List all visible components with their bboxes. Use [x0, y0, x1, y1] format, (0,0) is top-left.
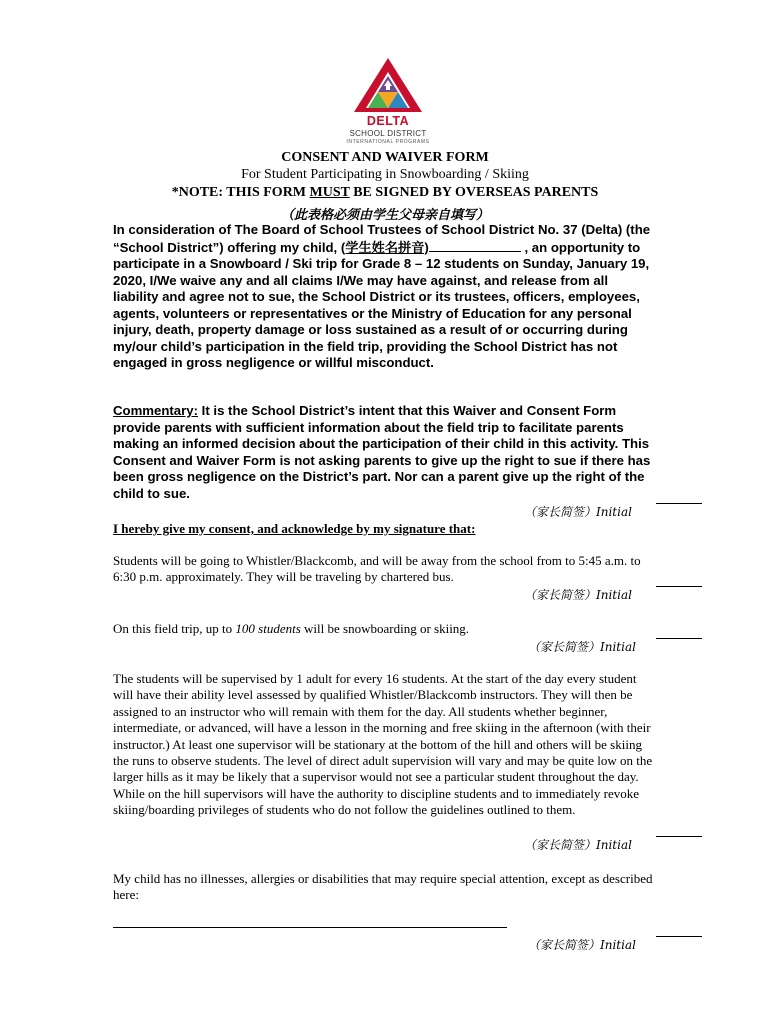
child-name-hint: (学生姓名拼音): [340, 239, 429, 255]
initial-label-2: （家长简签）Initial: [524, 588, 632, 602]
form-title: CONSENT AND WAIVER FORM: [281, 150, 489, 165]
waiver-paragraph: [113, 222, 653, 372]
travel-c: . They will be traveling by chartered bus.: [239, 569, 454, 585]
travel-a: Students will be going to Whistler/Blackcomb: [113, 553, 354, 568]
student-count-paragraph: [113, 621, 658, 637]
note-prefix: *NOTE: THIS FORM: [171, 185, 310, 200]
delta-school-district-logo: [344, 56, 432, 148]
form-subtitle: For Student Participating in Snowboarding / Skiing: [241, 167, 529, 182]
waiver-part1: In consideration of The Board of School Trustees of School District No. 37 (Delta) (the “School District”) offering my child,: [113, 222, 651, 255]
initial-line-5[interactable]: [656, 936, 702, 937]
supervision-paragraph: The students will be supervised by 1 adult for every 16 students. At the start of the day every student will have their ability level assessed by qualified Whistler/Blackcomb instructors. They will then be assigned to an instructor who will remain with them for the day. All students whether beginner, intermediate, or advanced, will have a lesson in the morning and free skiing in the afternoon (with their instructor.) At least one supervisor will be stationary at the bottom of the hill and others will be skiing the runs to observe students. The level of direct adult supervision will vary and may be quite low on the larger hills as it may be likely that a supervisor would not see a particular student throughout the day. While on the hill supervisors will have the authority to discipline students and to immediately revoke skiing/boarding privileges of students who do not follow the guidelines outlined to them.: [113, 671, 653, 818]
overseas-note: [80, 185, 690, 201]
logo-programs: INTERNATIONAL PROGRAMS: [346, 139, 430, 145]
count-c: will be snowboarding or skiing.: [300, 621, 470, 636]
child-name-field[interactable]: [341, 240, 521, 255]
note-must: MUST: [309, 185, 350, 200]
commentary-paragraph: [113, 403, 653, 502]
logo-subtitle: SCHOOL DISTRICT: [349, 129, 427, 138]
travel-paragraph: [113, 553, 658, 586]
initial-label-1: （家长简签）Initial: [524, 505, 632, 519]
chinese-note: （此表格必须由学生父母亲自填写）: [280, 208, 489, 223]
initial-line-2[interactable]: [656, 586, 702, 587]
initial-label-4: （家长简签）Initial: [524, 838, 632, 852]
logo-wordmark: DELTA: [366, 114, 410, 128]
initial-line-3[interactable]: [656, 638, 702, 639]
count-b: 100 students: [235, 621, 301, 636]
health-paragraph: My child has no illnesses, allergies or disabilities that may require special attention, except as described here:: [113, 871, 653, 903]
note-suffix: BE SIGNED BY OVERSEAS PARENTS: [349, 185, 599, 200]
initial-line-4[interactable]: [656, 836, 702, 837]
initial-label-5: （家长简签）Initial: [528, 938, 636, 952]
initial-label-3: （家长简签）Initial: [528, 640, 636, 654]
health-details-line[interactable]: [113, 927, 507, 928]
initial-line-1[interactable]: [656, 503, 702, 504]
commentary-label: Commentary:: [113, 403, 199, 418]
travel-b: , and will be away from the school from to 5:45 a.m. to 6:30 p.m. approximately: [113, 553, 641, 585]
waiver-part2: , an opportunity to participate in a Snowboard / Ski trip for Grade 8 – 12 students on Sunday, January 19, 2020, I/We waive any and all claims I/We may have against, and release from all liability and agree not to sue, the School District or its trustees, officers, employees, agents, volunteers or representatives or the Ministry of Education for any personal injury, death, property damage or loss sustained as a result of or occurring during my/our child’s participation in the field trip, providing the School District has not engaged in gross negligence or willful misconduct.: [113, 239, 650, 370]
child-name-blank[interactable]: [429, 239, 521, 252]
delta-triangle-icon: [344, 56, 432, 116]
consent-heading: I hereby give my consent, and acknowledge by my signature that:: [113, 521, 476, 536]
commentary-text: It is the School District’s intent that this Waiver and Consent Form provide parents with sufficient information about the field trip to facilitate parents making an informed decision about the participation of their child in this activity. This Consent and Waiver Form is not asking parents to give up the right to sue if there has been gross negligence on the District’s part. Nor can a parent give up the right of the child to sue.: [113, 403, 651, 501]
count-a: On this field trip, up to: [113, 621, 236, 636]
